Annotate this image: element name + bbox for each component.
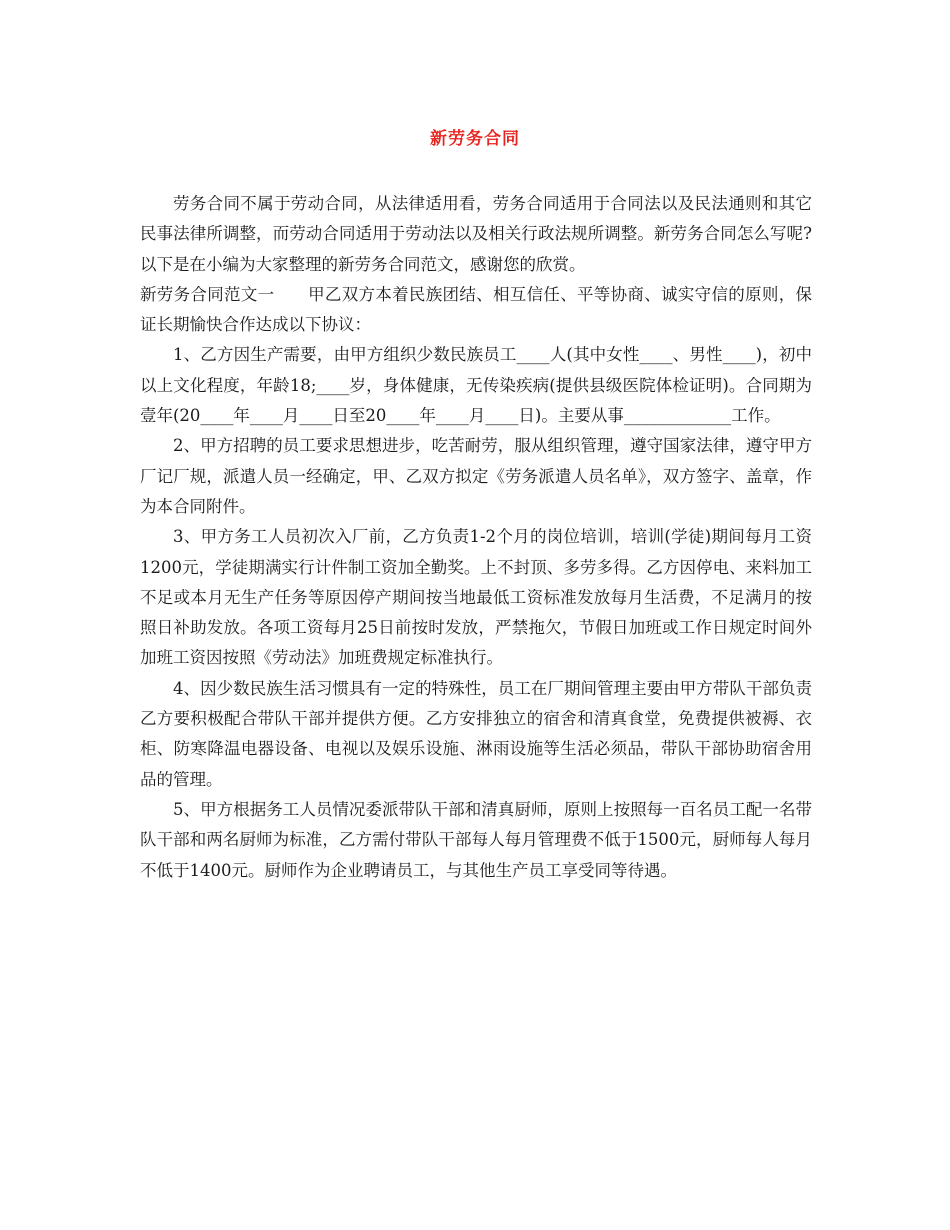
paragraph-clause-4: 4、因少数民族生活习惯具有一定的特殊性，员工在厂期间管理主要由甲方带队干部负责乙方要积极配合带队干部并提供方便。乙方安排独立的宿舍和清真食堂，免费提供被褥、衣柜、防寒降温电器设备、电视以及娱乐设施、淋雨设施等生活必须品，带队干部协助宿舍用品的管理。 [140, 678, 812, 789]
document-title: 新劳务合同 [430, 129, 520, 149]
paragraph-clause-2: 2、甲方招聘的员工要求思想进步，吃苦耐劳，服从组织管理，遵守国家法律，遵守甲方厂记厂规，派遣人员一经确定，甲、乙双方拟定《劳务派遣人员名单》，双方签字、盖章，作为本合同附件。 [140, 436, 812, 516]
paragraph-clause-1: 1、乙方因生产需要，由甲方组织少数民族员工____人(其中女性____、男性____)，初中以上文化程度，年龄18;____岁，身体健康，无传染疾病(提供县级医院体检证明)。合同期为壹年(20____年____月____日至20____年____月____日)。主要从事_____________工作。 [140, 345, 812, 426]
paragraph-clause-5: 5、甲方根据务工人员情况委派带队干部和清真厨师，原则上按照每一百名员工配一名带队干部和两名厨师为标准，乙方需付带队干部每人每月管理费不低于1500元，厨师每人每月不低于1400元。厨师作为企业聘请员工，与其他生产员工享受同等待遇。 [140, 799, 812, 880]
paragraph-sample-heading: 新劳务合同范文一 甲乙双方本着民族团结、相互信任、平等协商、诚实守信的原则，保证长期愉快合作达成以下协议： [140, 284, 812, 335]
paragraph-clause-3: 3、甲方务工人员初次入厂前，乙方负责1-2个月的岗位培训，培训(学徒)期间每月工资1200元，学徒期满实行计件制工资加全勤奖。上不封顶、多劳多得。乙方因停电、来料加工不足或本月无生产任务等原因停产期间按当地最低工资标准发放每月生活费，不足满月的按照日补助发放。各项工资每月25日前按时发放，严禁拖欠，节假日加班或工作日规定时间外加班工资因按照《劳动法》加班费规定标准执行。 [140, 527, 812, 668]
paragraph-intro: 劳务合同不属于劳动合同，从法律适用看，劳务合同适用于合同法以及民法通则和其它民事法律所调整，而劳动合同适用于劳动法以及相关行政法规所调整。新劳务合同怎么写呢?以下是在小编为大家整理的新劳务合同范文，感谢您的欣赏。 [140, 194, 812, 274]
document-body [140, 189, 812, 886]
